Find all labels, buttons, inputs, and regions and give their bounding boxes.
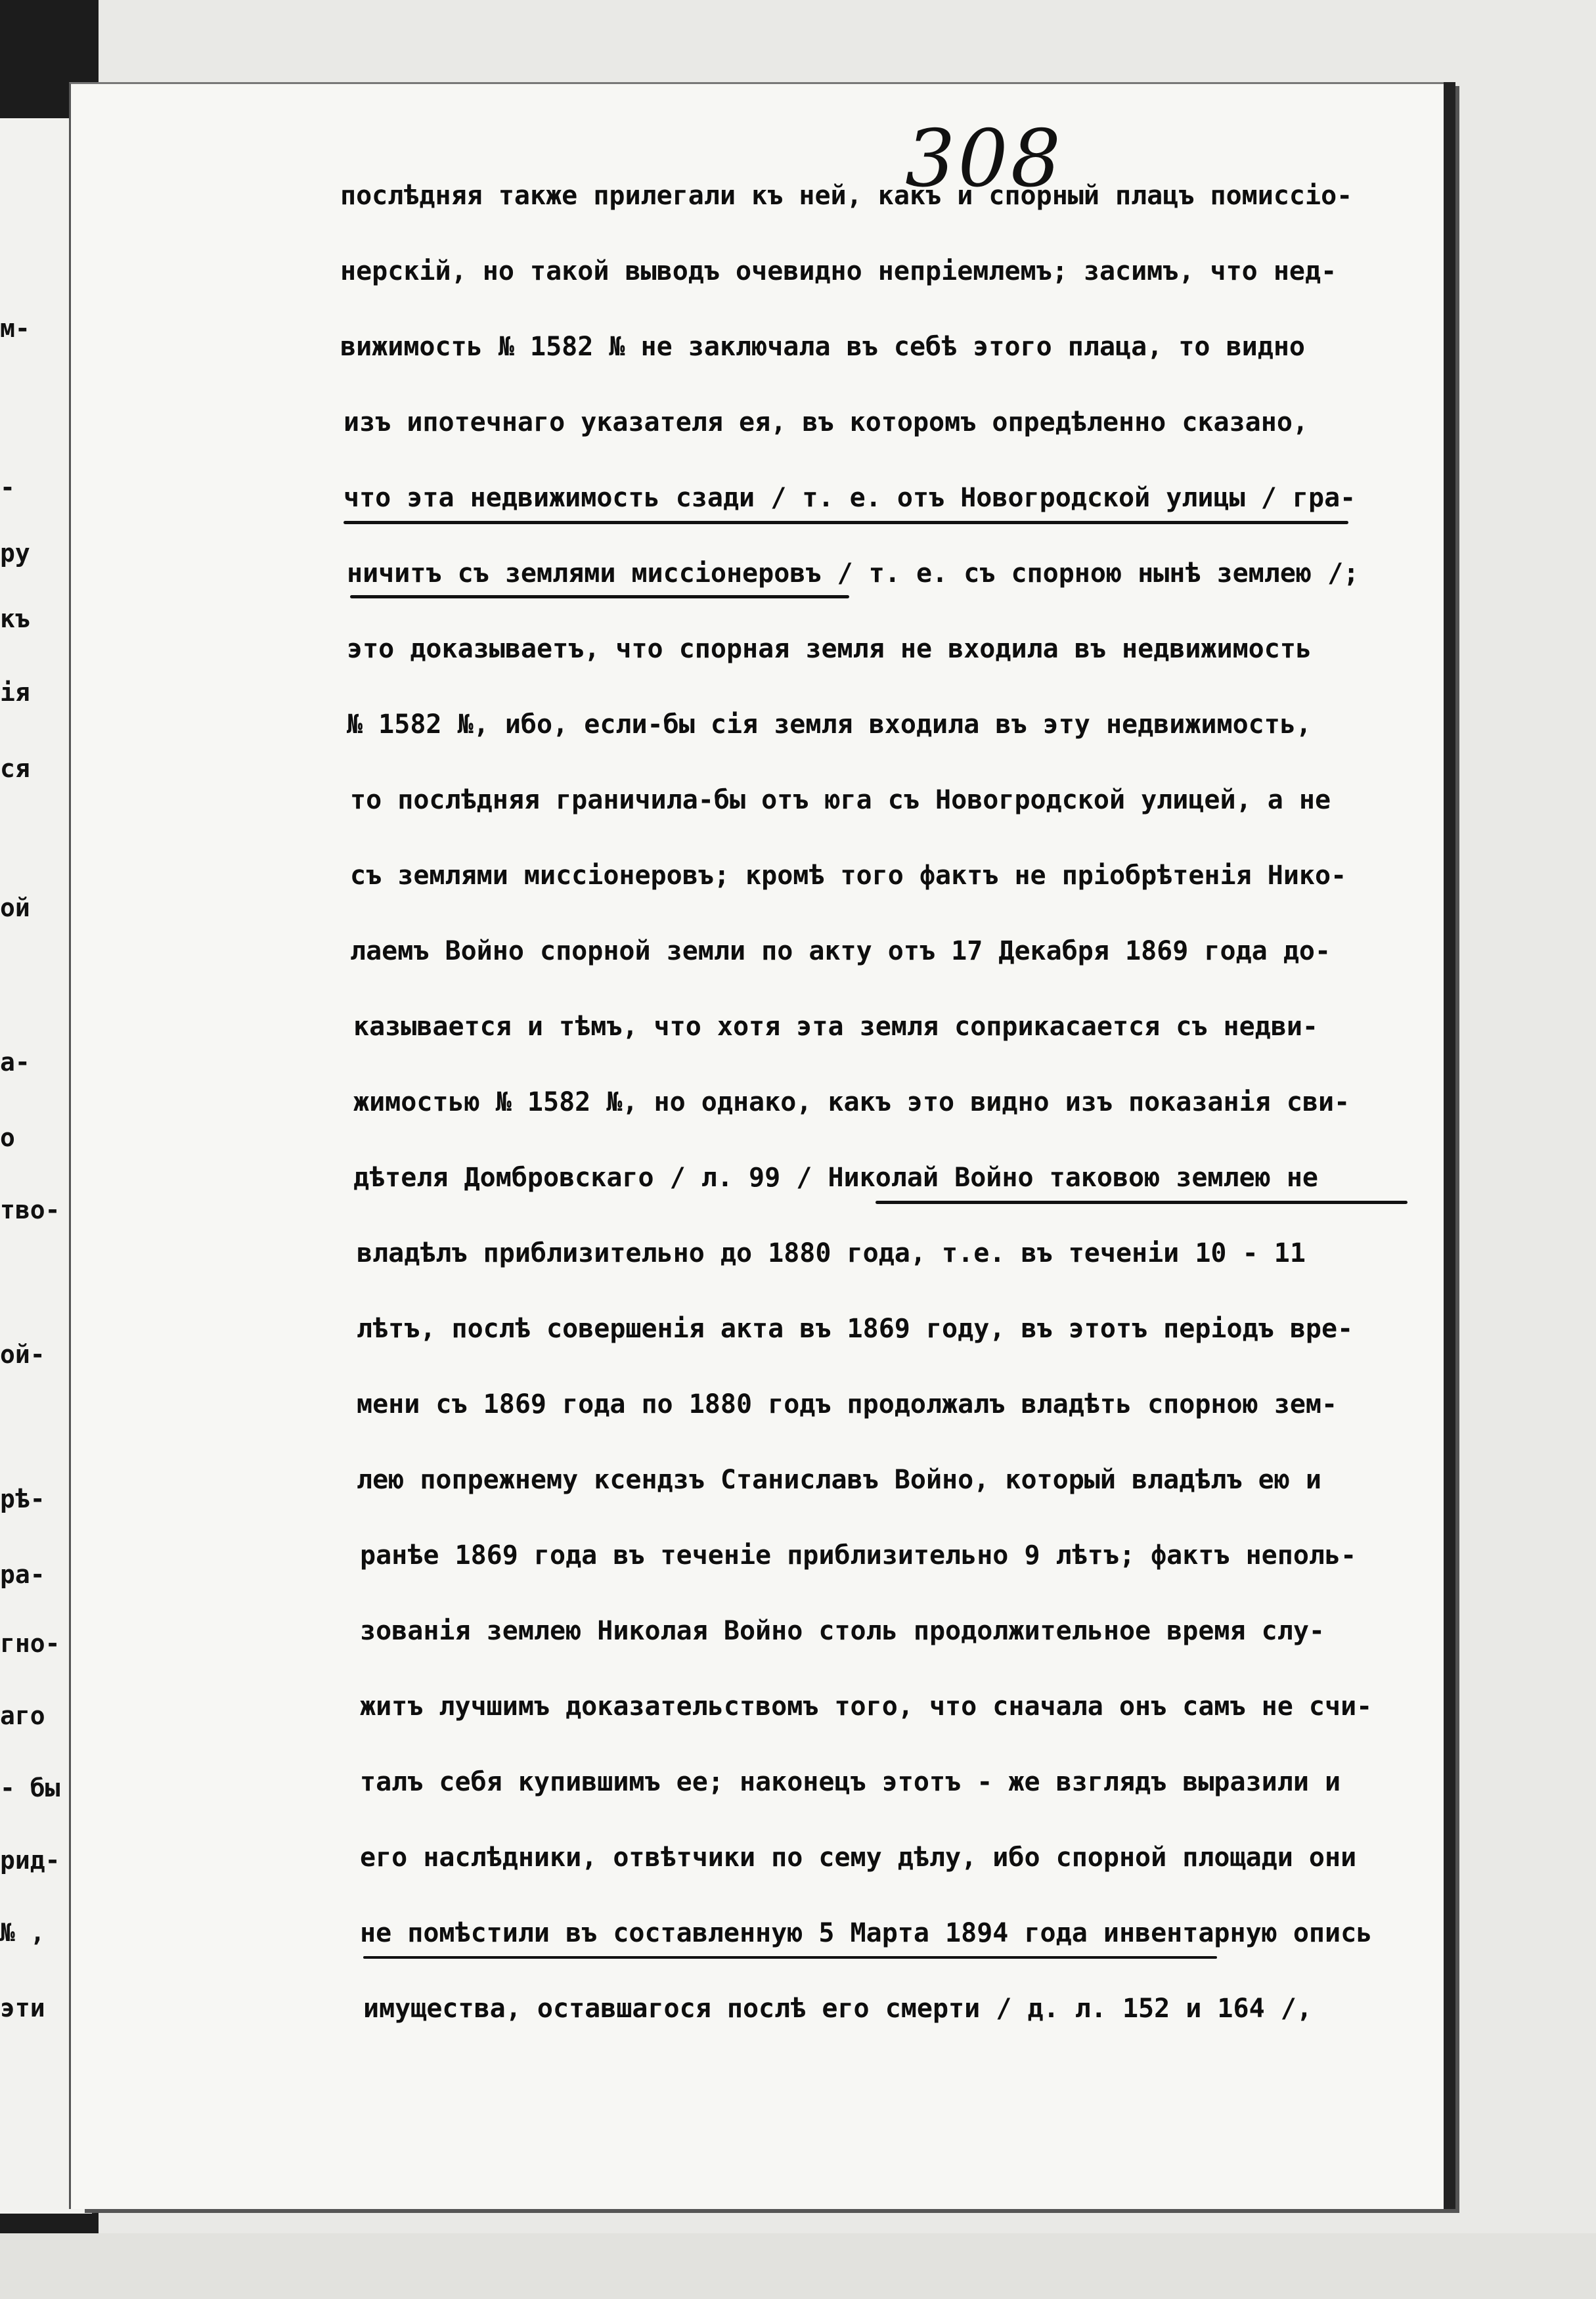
prev-fragment: ру	[0, 539, 30, 568]
text-line: мени съ 1869 года по 1880 годъ продолжалъ владѣть спорною зем-	[357, 1389, 1338, 1419]
text-line: талъ себя купившимъ ее; наконецъ этотъ - же взглядъ выразили и	[360, 1767, 1341, 1797]
text-line: зованія землею Николая Войно столь продолжительное время слу-	[360, 1616, 1325, 1646]
text-line: лаемъ Войно спорной земли по акту отъ 17 Декабря 1869 года до-	[350, 936, 1331, 966]
scan-bottom-margin	[0, 2233, 1596, 2299]
text-line: ничитъ съ землями миссіонеровъ / т. е. съ спорною нынѣ землею /;	[347, 558, 1360, 589]
prev-fragment: м-	[0, 314, 30, 343]
text-line: казывается и тѣмъ, что хотя эта земля соприкасается съ недви-	[353, 1012, 1319, 1042]
prev-fragment: о	[0, 1123, 15, 1152]
text-line: имущества, оставшагося послѣ его смерти / д. л. 152 и 164 /,	[363, 1994, 1312, 2024]
prev-fragment: № ,	[0, 1918, 45, 1947]
text-line: не помѣстили въ составленную 5 Марта 1894 года инвентарную опись	[360, 1918, 1373, 1948]
prev-fragment: ра-	[0, 1560, 45, 1589]
prev-fragment: - бы	[0, 1774, 60, 1802]
handwritten-underline	[363, 1956, 1217, 1959]
prev-fragment: ся	[0, 754, 30, 783]
text-line: съ землями миссіонеровъ; кромѣ того фактъ не пріобрѣтенія Нико-	[350, 860, 1347, 891]
text-line: что эта недвижимость сзади / т. е. отъ Новогродской улицы / гра-	[344, 483, 1356, 513]
prev-fragment: рид-	[0, 1846, 60, 1875]
prev-fragment: гно-	[0, 1629, 60, 1658]
text-line: его наслѣдники, отвѣтчики по сему дѣлу, ибо спорной площади они	[360, 1842, 1357, 1873]
text-line: нерскій, но такой выводъ очевидно непріемлемъ; засимъ, что нед-	[340, 256, 1337, 286]
text-line: лею попрежнему ксендзъ Станиславъ Войно, который владѣлъ ею и	[357, 1465, 1322, 1495]
text-line: изъ ипотечнаго указателя ея, въ которомъ опредѣленно сказано,	[344, 407, 1309, 437]
handwritten-underline	[876, 1201, 1408, 1204]
prev-fragment: аго	[0, 1701, 45, 1730]
prev-fragment: рѣ-	[0, 1484, 45, 1513]
handwritten-underline	[350, 595, 849, 598]
prev-fragment: эти	[0, 1994, 45, 2022]
text-line: владѣлъ приблизительно до 1880 года, т.е. въ теченіи 10 - 11	[357, 1238, 1306, 1268]
page-number: 308	[905, 114, 1064, 205]
prev-fragment: ой	[0, 893, 30, 922]
text-line: ранѣе 1869 года въ теченіе приблизительно 9 лѣтъ; фактъ неполь-	[360, 1540, 1357, 1571]
prev-fragment: ой-	[0, 1340, 45, 1369]
prev-fragment: тво-	[0, 1195, 60, 1224]
text-line: то послѣдняя граничила-бы отъ юга съ Новогродской улицей, а не	[350, 785, 1331, 815]
prev-fragment: ія	[0, 678, 30, 707]
text-line: это доказываетъ, что спорная земля не входила въ недвижимость	[347, 634, 1312, 664]
text-line: жимостью № 1582 №, но однако, какъ это видно изъ показанія сви-	[353, 1087, 1350, 1117]
text-line: № 1582 №, ибо, если-бы сія земля входила въ эту недвижимость,	[347, 709, 1312, 740]
text-line: вижимость № 1582 № не заключала въ себѣ этого плаца, то видно	[340, 332, 1306, 362]
handwritten-underline	[344, 521, 1348, 524]
document-page	[69, 82, 1444, 2209]
prev-fragment: -	[0, 473, 15, 502]
text-line: послѣдняя также прилегали къ ней, какъ и спорный плацъ помиссіо-	[340, 181, 1353, 211]
prev-fragment: къ	[0, 604, 30, 633]
prev-fragment: а-	[0, 1048, 30, 1077]
text-line: дѣтеля Домбровскаго / л. 99 / Николай Войно таковою землею не	[353, 1163, 1319, 1193]
text-line: лѣтъ, послѣ совершенія акта въ 1869 году, въ этотъ періодъ вре-	[357, 1314, 1354, 1344]
text-line: житъ лучшимъ доказательствомъ того, что сначала онъ самъ не счи-	[360, 1691, 1373, 1722]
